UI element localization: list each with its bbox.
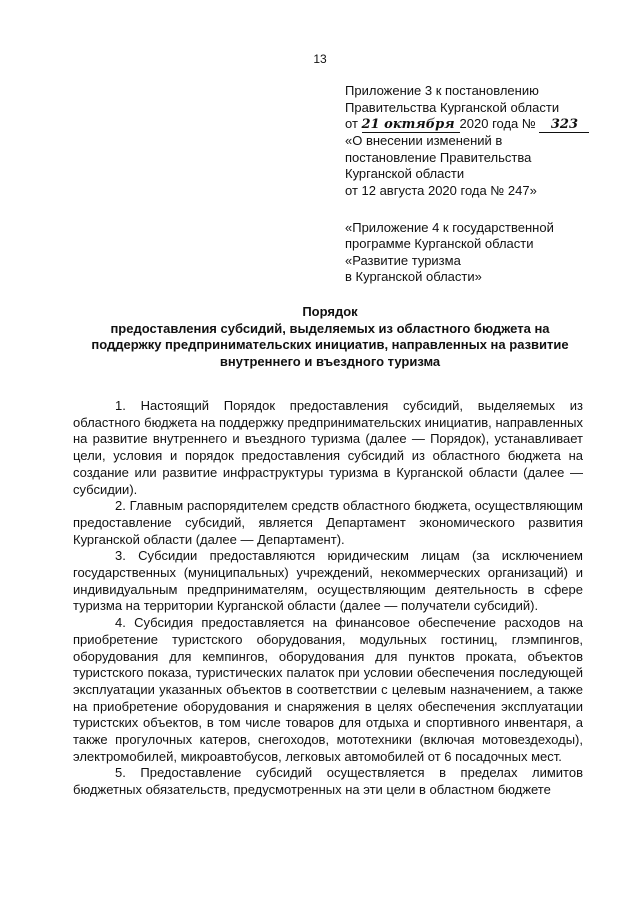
handwritten-number: 323 (539, 118, 589, 133)
appendix3-line4: «О внесении изменений в (345, 133, 503, 149)
appendix-block (345, 83, 625, 286)
appendix3-line6: Курганской области (345, 166, 465, 182)
appendix3-line2: Правительства Курганской области (345, 99, 560, 115)
appendix3-date-line (345, 116, 625, 133)
title-subtitle-line1: предоставления субсидий, выделяемых из областного бюджета на (110, 320, 550, 336)
appendix4-line1: «Приложение 4 к государственной (345, 219, 554, 235)
page-number: 13 (313, 52, 327, 66)
appendix3-line7: от 12 августа 2020 года № 247» (345, 182, 537, 198)
paragraph-1: 1. Настоящий Порядок предоставления субсидий, выделяемых из областного бюджета на поддержку предпринимательских инициатив, направленных на развитие внутреннего и въездного туризма (далее — Порядок), устанавливает цели, условия и порядок предоставления субсидий из областного бюджета на создание или развитие инфраструктуры туризма в Курганской области (далее — субсидии). (73, 398, 583, 497)
year-text: 2020 года № (459, 116, 536, 132)
title-subtitle-line2: поддержку предпринимательских инициатив, направленных на развитие (91, 337, 569, 352)
handwritten-date: 21 октября (362, 118, 460, 133)
document-body (73, 398, 583, 799)
appendix4-line3: «Развитие туризма (345, 252, 461, 268)
appendix-spacer (345, 200, 625, 220)
document-title (60, 304, 600, 370)
paragraph-3: 3. Субсидии предоставляются юридическим лицам (за исключением государственных (муниципальных) учреждений, некоммерческих организаций) и индивидуальным предпринимателям, осуществляющим деятельность в сфере туризма на территории Курганской области (далее — получатели субсидий). (73, 548, 583, 614)
paragraph-4: 4. Субсидия предоставляется на финансовое обеспечение расходов на приобретение туристского оборудования, модульных гостиниц, глэмпингов, оборудования для кемпингов, оборудования для пунктов проката, объектов туристского показа, туристических палаток при условии обеспечения последующей эксплуатации указанных объектов в соответствии с целевым назначением, а также на приобретение оборудования и снаряжения в целях обеспечения эксплуатации туристских объектов, в том числе товаров для отдыха и спортивного инвентаря, а также прогулочных катеров, снегоходов, мототехники (включая мотовездеходы), электромобилей, микроавтобусов, легковых автомобилей от 6 посадочных мест. (73, 615, 583, 764)
appendix4-line2: программе Курганской области (345, 236, 534, 252)
title-subtitle-line3: внутреннего и въездного туризма (219, 353, 441, 369)
paragraph-5: 5. Предоставление субсидий осуществляется в пределах лимитов бюджетных обязательств, предусмотренных на эти цели в областном бюджете (73, 765, 583, 798)
appendix3-line5: постановление Правительства (345, 149, 532, 165)
paragraph-2: 2. Главным распорядителем средств областного бюджета, осуществляющим предоставление субсидий, является Департамент экономического развития Курганской области (далее — Департамент). (73, 498, 583, 547)
appendix3-line1: Приложение 3 к постановлению (345, 83, 539, 98)
date-prefix: от (345, 116, 358, 132)
title-heading: Порядок (302, 304, 358, 319)
appendix4-line4: в Курганской области» (345, 269, 482, 285)
